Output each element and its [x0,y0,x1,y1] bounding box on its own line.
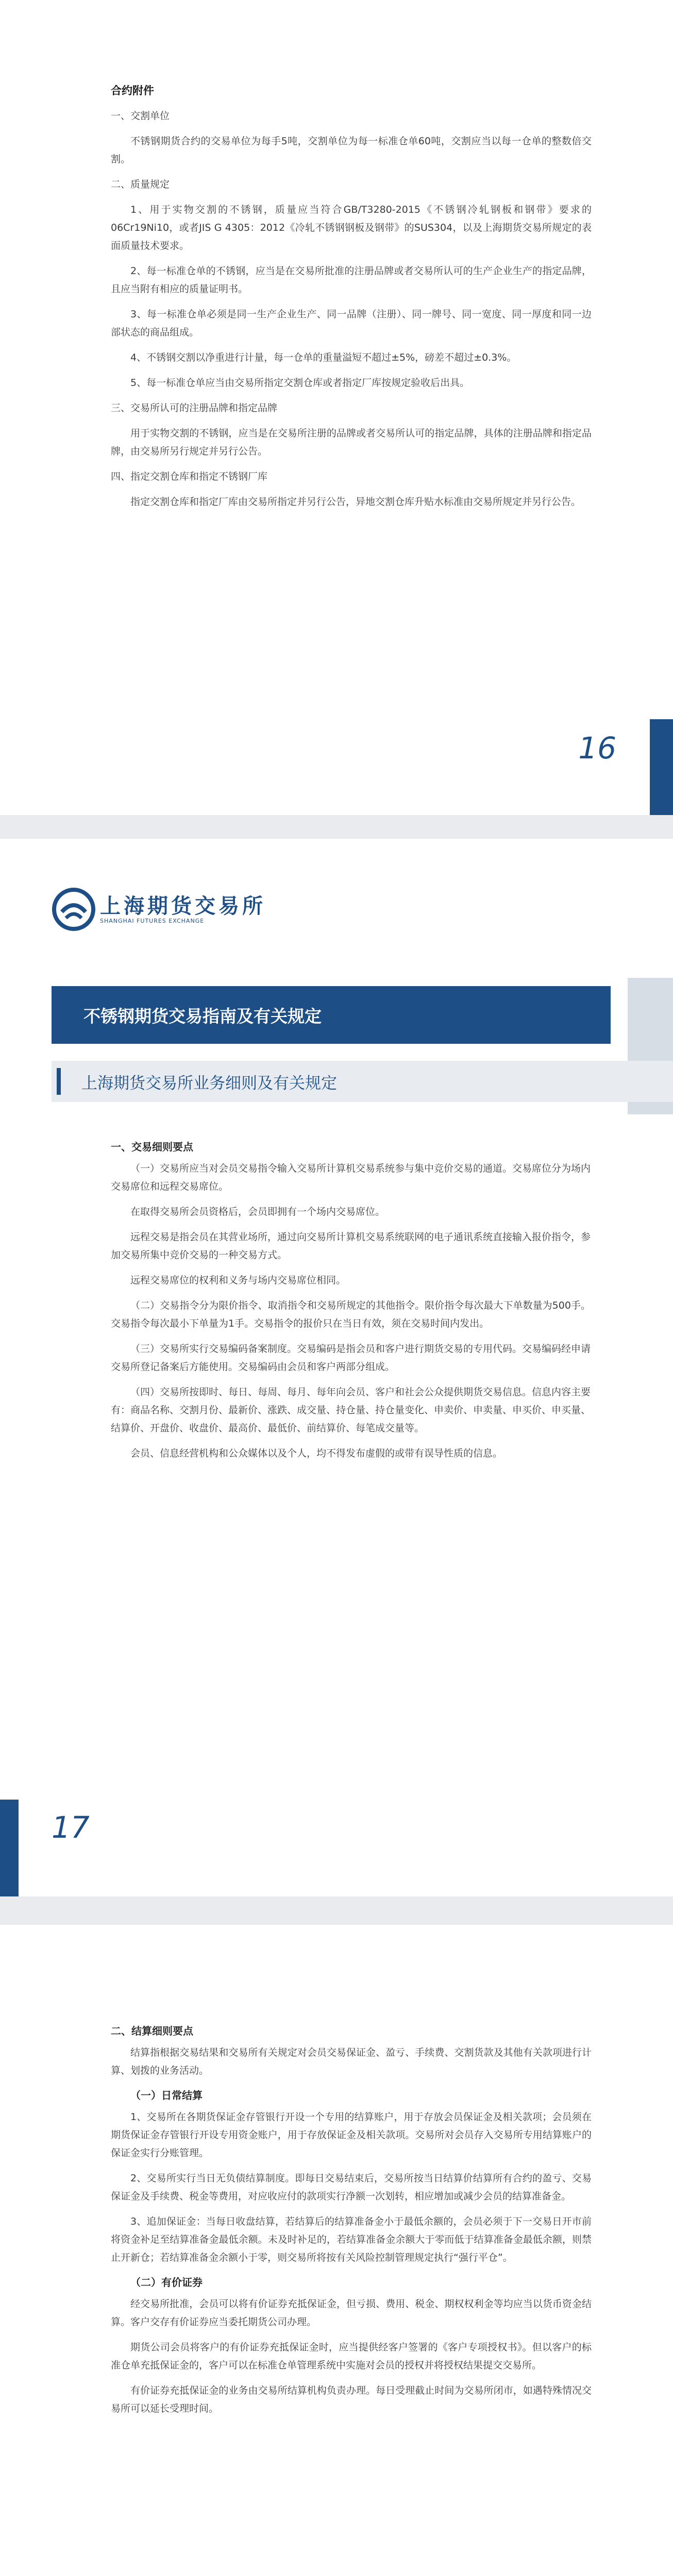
paragraph: 3、每一标准仓单必须是同一生产企业生产、同一品牌（注册）、同一牌号、同一宽度、同一厚度和同一边部状态的商品组成。 [111,309,592,338]
settlement-body [111,2018,592,2425]
paragraph: 远程交易席位的权利和义务与场内交易席位相同。 [130,1275,346,1286]
paragraph: 结算指根据交易结果和交易所有关规定对会员交易保证金、盈亏、手续费、交割货款及其他有关款项进行计算、划拨的业务活动。 [111,2047,592,2076]
page-number: 17 [52,1810,90,1845]
paragraph: （三）交易所实行交易编码备案制度。交易编码是指会员和客户进行期货交易的专用代码。交易编码经申请交易所登记备案后方能使用。交易编码由会员和客户两部分组成。 [111,1343,591,1372]
page-number: 16 [578,731,616,766]
page-18 [0,1925,673,2576]
paragraph: （二）交易指令分为限价指令、取消指令和交易所规定的其他指令。限价指令每次最大下单数量为500手。交易指令每次最小下单量为1手。交易指令的报价只在当日有效，须在交易时间内发出。 [111,1300,591,1329]
section-heading-3: 三、交易所认可的注册品牌和指定品牌 [111,402,278,414]
paragraph: 在取得交易所会员资格后，会员即拥有一个场内交易席位。 [130,1206,385,1217]
chapter-subhead [52,1061,673,1102]
appendix-body [111,77,592,518]
paragraph: 期货公司会员将客户的有价证券充抵保证金时，应当提供经客户签署的《客户专项授权书》。但以客户的标准仓单充抵保证金的，客户可以在标准仓单管理系统中实施对会员的授权并将授权结果提交交易所。 [111,2342,592,2371]
section-heading-2: 二、质量规定 [111,179,170,190]
paragraph: 有价证券充抵保证金的业务由交易所结算机构负责办理。每日受理截止时间为交易所闭市，如遇特殊情况交易所可以延长受理时间。 [111,2385,592,2414]
trading-rules-body [111,1133,591,1470]
paragraph: 会员、信息经营机构和公众媒体以及个人，均不得发布虚假的或带有误导性质的信息。 [130,1448,503,1459]
logo-chinese-name: 上海期货交易所 [100,893,266,918]
paragraph: 经交易所批准，会员可以将有价证券充抵保证金，但亏损、费用、税金、期权权利金等均应当以货币资金结算。客户交存有价证券应当委托期货公司办理。 [111,2298,592,2328]
subsection-heading: （一）日常结算 [130,2089,203,2102]
section-heading: 一、交易细则要点 [111,1141,193,1153]
subhead-accent-bar [57,1068,61,1095]
section-heading-4: 四、指定交割仓库和指定不锈钢厂库 [111,471,268,482]
section-heading-1: 一、交割单位 [111,110,170,122]
banner-title: 不锈钢期货交易指南及有关规定 [83,1006,322,1026]
page-number-bar [650,719,673,815]
paragraph: （一）交易所应当对会员交易指令输入交易所计算机交易系统参与集中竞价交易的通道。交易席位分为场内交易席位和远程交易席位。 [111,1163,591,1192]
paragraph: 1、交易所在各期货保证金存管银行开设一个专用的结算账户，用于存放会员保证金及相关款项；会员须在期货保证金存管银行开设专用资金账户，用于存放保证金及相关款项。交易所对会员存入交易所专用结算账户的保证金实行分账管理。 [111,2111,592,2159]
page-16 [0,0,673,815]
paragraph: （四）交易所按即时、每日、每周、每月、每年向会员、客户和社会公众提供期货交易信息。信息内容主要有：商品名称、交割月份、最新价、涨跌、成交量、持仓量、持仓量变化、申卖价、申卖量、申买价、申买量、结算价、开盘价、收盘价、最高价、最低价、前结算价、每笔成交量等。 [111,1386,591,1434]
paragraph: 用于实物交割的不锈钢，应当是在交易所注册的品牌或者交易所认可的指定品牌，具体的注册品牌和指定品牌，由交易所另行规定并另行公告。 [111,428,592,457]
page-number-bar [0,1800,19,1896]
paragraph: 不锈钢期货合约的交易单位为每手5吨，交割单位为每一标准仓单60吨，交割应当以每一仓单的整数倍交割。 [111,135,592,165]
paragraph: 3、追加保证金：当每日收盘结算，若结算后的结算准备金小于最低余额的，会员必须于下一交易日开市前将资金补足至结算准备金最低余额。未及时补足的，若结算准备金余额大于零而低于结算准备金最低余额，则禁止开新仓；若结算准备金余额小于零，则交易所将按有关风险控制管理规定执行“强行平仓”。 [111,2216,592,2263]
section-banner [52,986,611,1044]
page-17 [0,839,673,1896]
logo-english-name: SHANGHAI FUTURES EXCHANGE [100,917,205,924]
paragraph: 2、每一标准仓单的不锈钢，应当是在交易所批准的注册品牌或者交易所认可的生产企业生产的指定品牌，且应当附有相应的质量证明书。 [111,265,592,295]
subsection-heading: （二）有价证券 [130,2276,203,2289]
paragraph: 远程交易是指会员在其营业场所，通过向交易所计算机交易系统联网的电子通讯系统直接输入报价指令，参加交易所集中竞价交易的一种交易方式。 [111,1231,591,1261]
paragraph: 2、交易所实行当日无负债结算制度。即每日交易结束后，交易所按当日结算价结算所有合约的盈亏、交易保证金及手续费、税金等费用，对应收应付的款项实行净额一次划转，相应增加或减少会员的结算准备金。 [111,2173,592,2202]
paragraph: 1、用于实物交割的不锈钢，质量应当符合GB/T3280-2015《不锈钢冷轧钢板和钢带》要求的06Cr19Ni10，或者JIS G 4305：2012《冷轧不锈钢钢板及钢带》的SUS304，以及上海期货交易所规定的表面质量技术要求。 [111,204,592,251]
paragraph: 4、不锈钢交割以净重进行计量，每一仓单的重量溢短不超过±5%，磅差不超过±0.3%。 [130,352,517,363]
exchange-emblem-icon [52,887,96,931]
appendix-title: 合约附件 [111,84,154,97]
subhead-title: 上海期货交易所业务细则及有关规定 [81,1074,337,1093]
section-heading: 二、结算细则要点 [111,2025,193,2037]
paragraph: 指定交割仓库和指定厂库由交易所指定并另行公告，异地交割仓库升贴水标准由交易所规定并另行公告。 [130,496,581,507]
exchange-logo [52,887,266,931]
paragraph: 5、每一标准仓单应当由交易所指定交割仓库或者指定厂库按规定验收后出具。 [130,377,470,388]
